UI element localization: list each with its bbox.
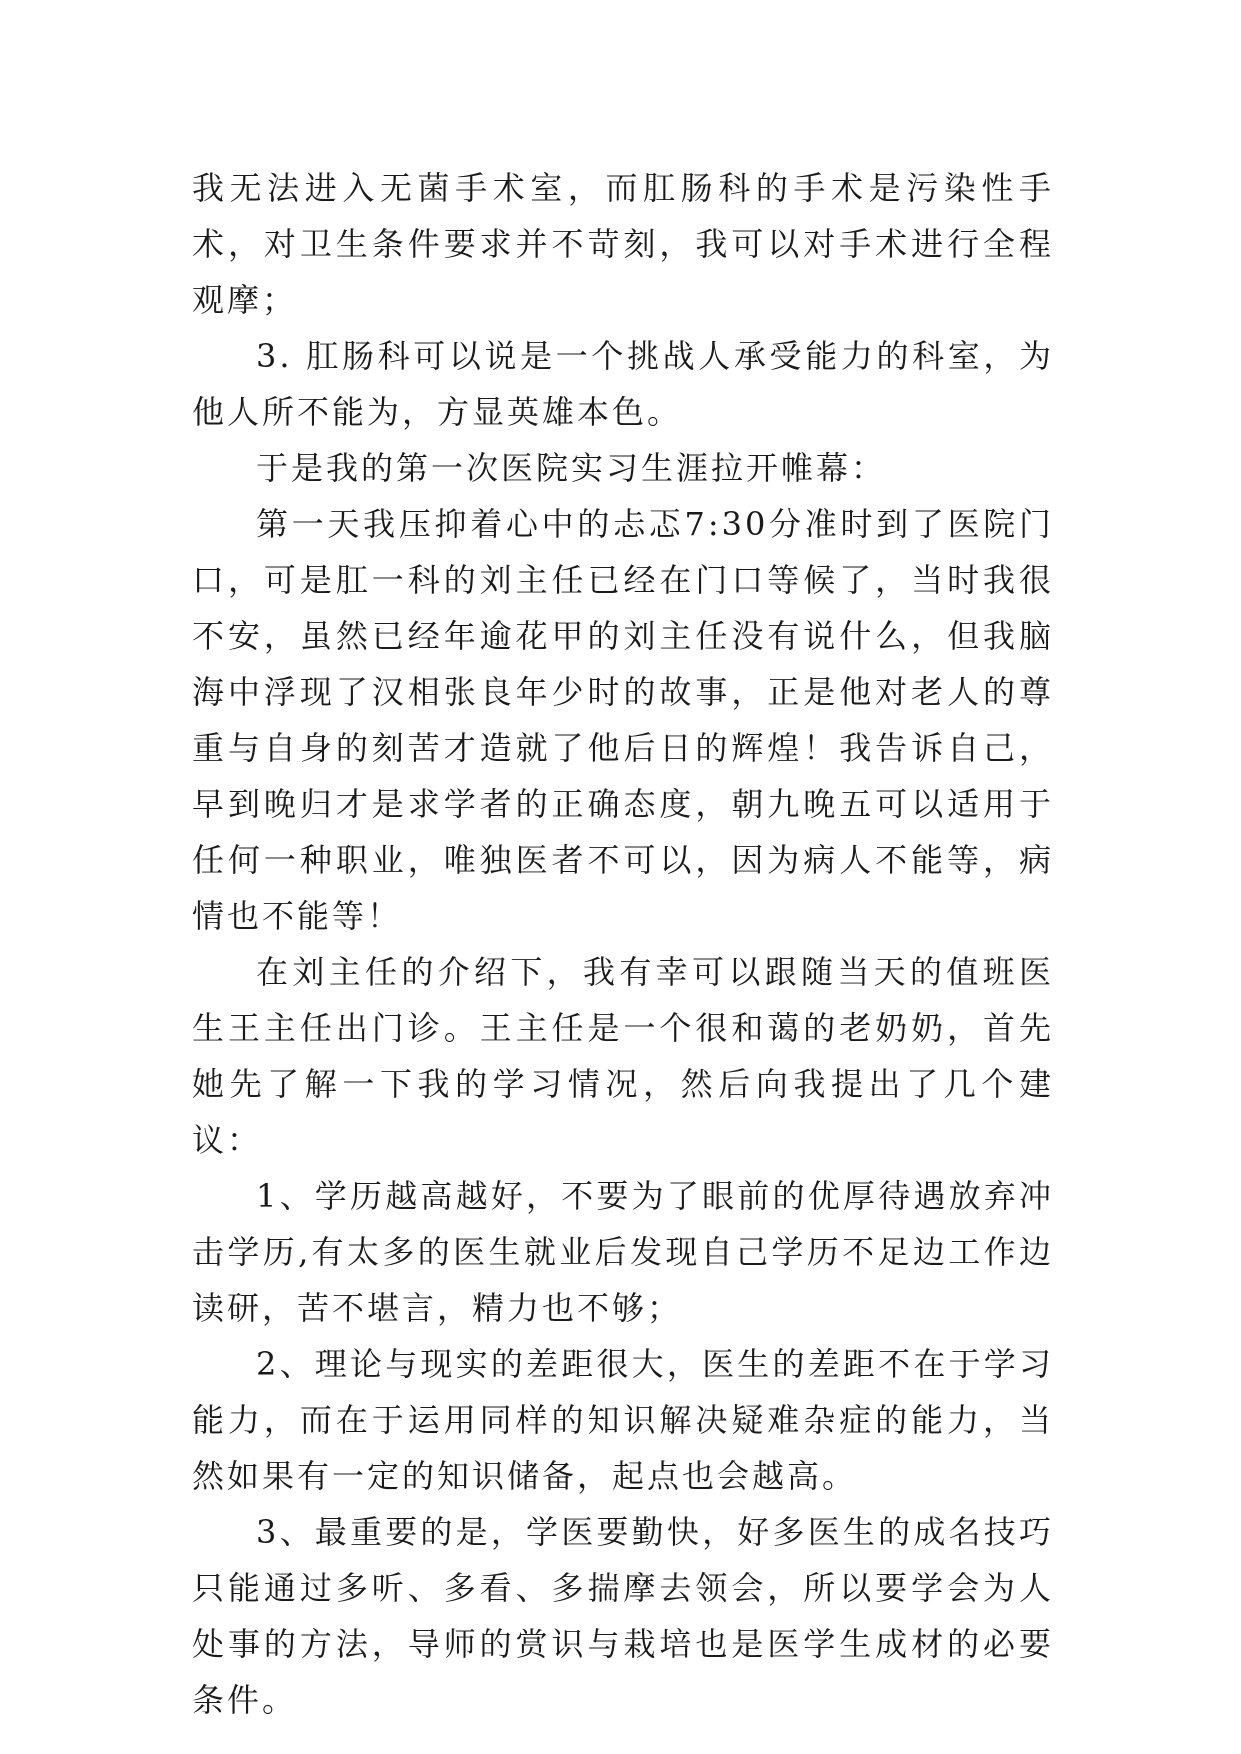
paragraph-7: 2、理论与现实的差距很大，医生的差距不在于学习能力，而在于运用同样的知识解决疑难杂症的能力，当然如果有一定的知识储备，起点也会越高。 [192, 1345, 1054, 1495]
paragraph-2: 3. 肛肠科可以说是一个挑战人承受能力的科室，为他人所不能为，方显英雄本色。 [192, 337, 1054, 431]
paragraph-1: 我无法进入无菌手术室，而肛肠科的手术是污染性手术，对卫生条件要求并不苛刻，我可以对手术进行全程观摩； [192, 169, 1054, 319]
paragraph-5: 在刘主任的介绍下，我有幸可以跟随当天的值班医生王主任出门诊。王主任是一个很和蔼的老奶奶，首先她先了解一下我的学习情况，然后向我提出了几个建议： [192, 953, 1054, 1159]
paragraph-4: 第一天我压抑着心中的忐忑7:30分准时到了医院门口，可是肛一科的刘主任已经在门口等候了，当时我很不安，虽然已经年逾花甲的刘主任没有说什么，但我脑海中浮现了汉相张良年少时的故事，正是他对老人的尊重与自身的刻苦才造就了他后日的辉煌！我告诉自己，早到晚归才是求学者的正确态度，朝九晚五可以适用于任何一种职业，唯独医者不可以，因为病人不能等，病情也不能等！ [192, 505, 1054, 935]
paragraph-3: 于是我的第一次医院实习生涯拉开帷幕： [256, 449, 887, 487]
document-body [192, 160, 1054, 1728]
paragraph-6: 1、学历越高越好，不要为了眼前的优厚待遇放弃冲击学历,有太多的医生就业后发现自己学历不足边工作边读研，苦不堪言，精力也不够； [192, 1177, 1054, 1327]
paragraph-8: 3、最重要的是，学医要勤快，好多医生的成名技巧只能通过多听、多看、多揣摩去领会，所以要学会为人处事的方法，导师的赏识与栽培也是医学生成材的必要条件。 [192, 1513, 1054, 1719]
